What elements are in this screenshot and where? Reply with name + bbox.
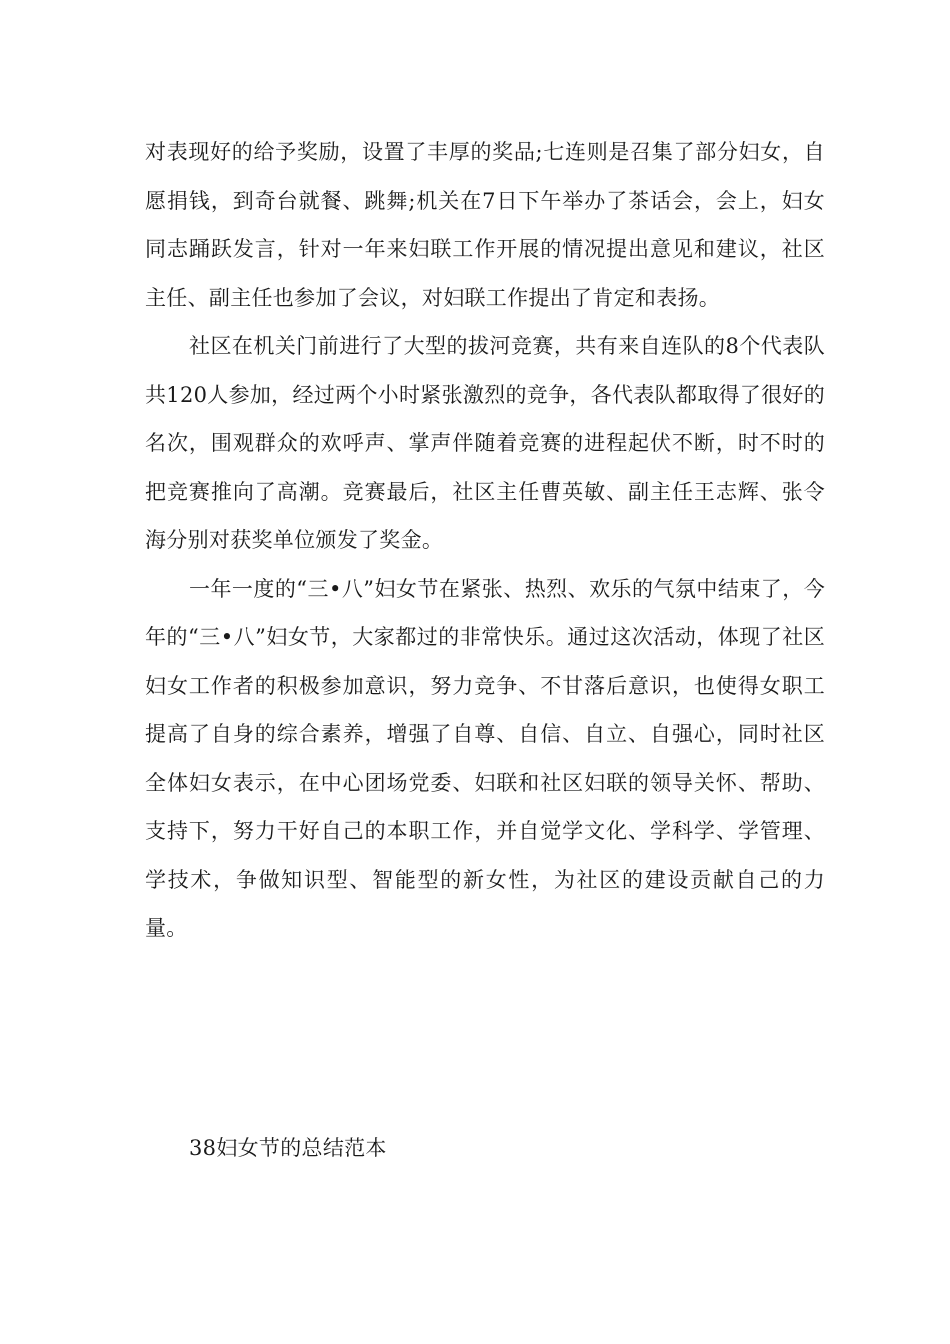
paragraph-tug-of-war: 社区在机关门前进行了大型的拔河竞赛，共有来自连队的8个代表队共120人参加，经过两个小时紧张激烈的竞争，各代表队都取得了很好的名次，围观群众的欢呼声、掌声伴随着竞赛的进程起伏不断，时不时的把竞赛推向了高潮。竞赛最后，社区主任曹英敏、副主任王志辉、张令海分别对获奖单位颁发了奖金。	[145, 334, 825, 552]
paragraph-conclusion: 一年一度的“三•八”妇女节在紧张、热烈、欢乐的气氛中结束了，今年的“三•八”妇女节，大家都过的非常快乐。通过这次活动，体现了社区妇女工作者的积极参加意识，努力竞争、不甘落后意识，也使得女职工提高了自身的综合素养，增强了自尊、自信、自立、自强心，同时社区全体妇女表示，在中心团场党委、妇联和社区妇联的领导关怀、帮助、支持下，努力干好自己的本职工作，并自觉学文化、学科学、学管理、学技术，争做知识型、智能型的新女性，为社区的建设贡献自己的力量。	[145, 576, 825, 940]
next-document-title: 38妇女节的总结范本	[189, 1136, 387, 1160]
paragraph-continued: 对表现好的给予奖励，设置了丰厚的奖品;七连则是召集了部分妇女，自愿捐钱，到奇台就餐、跳舞;机关在7日下午举办了茶话会，会上，妇女同志踊跃发言，针对一年来妇联工作开展的情况提出意见和建议，社区主任、副主任也参加了会议，对妇联工作提出了肯定和表扬。	[145, 140, 825, 310]
document-body	[145, 128, 825, 953]
